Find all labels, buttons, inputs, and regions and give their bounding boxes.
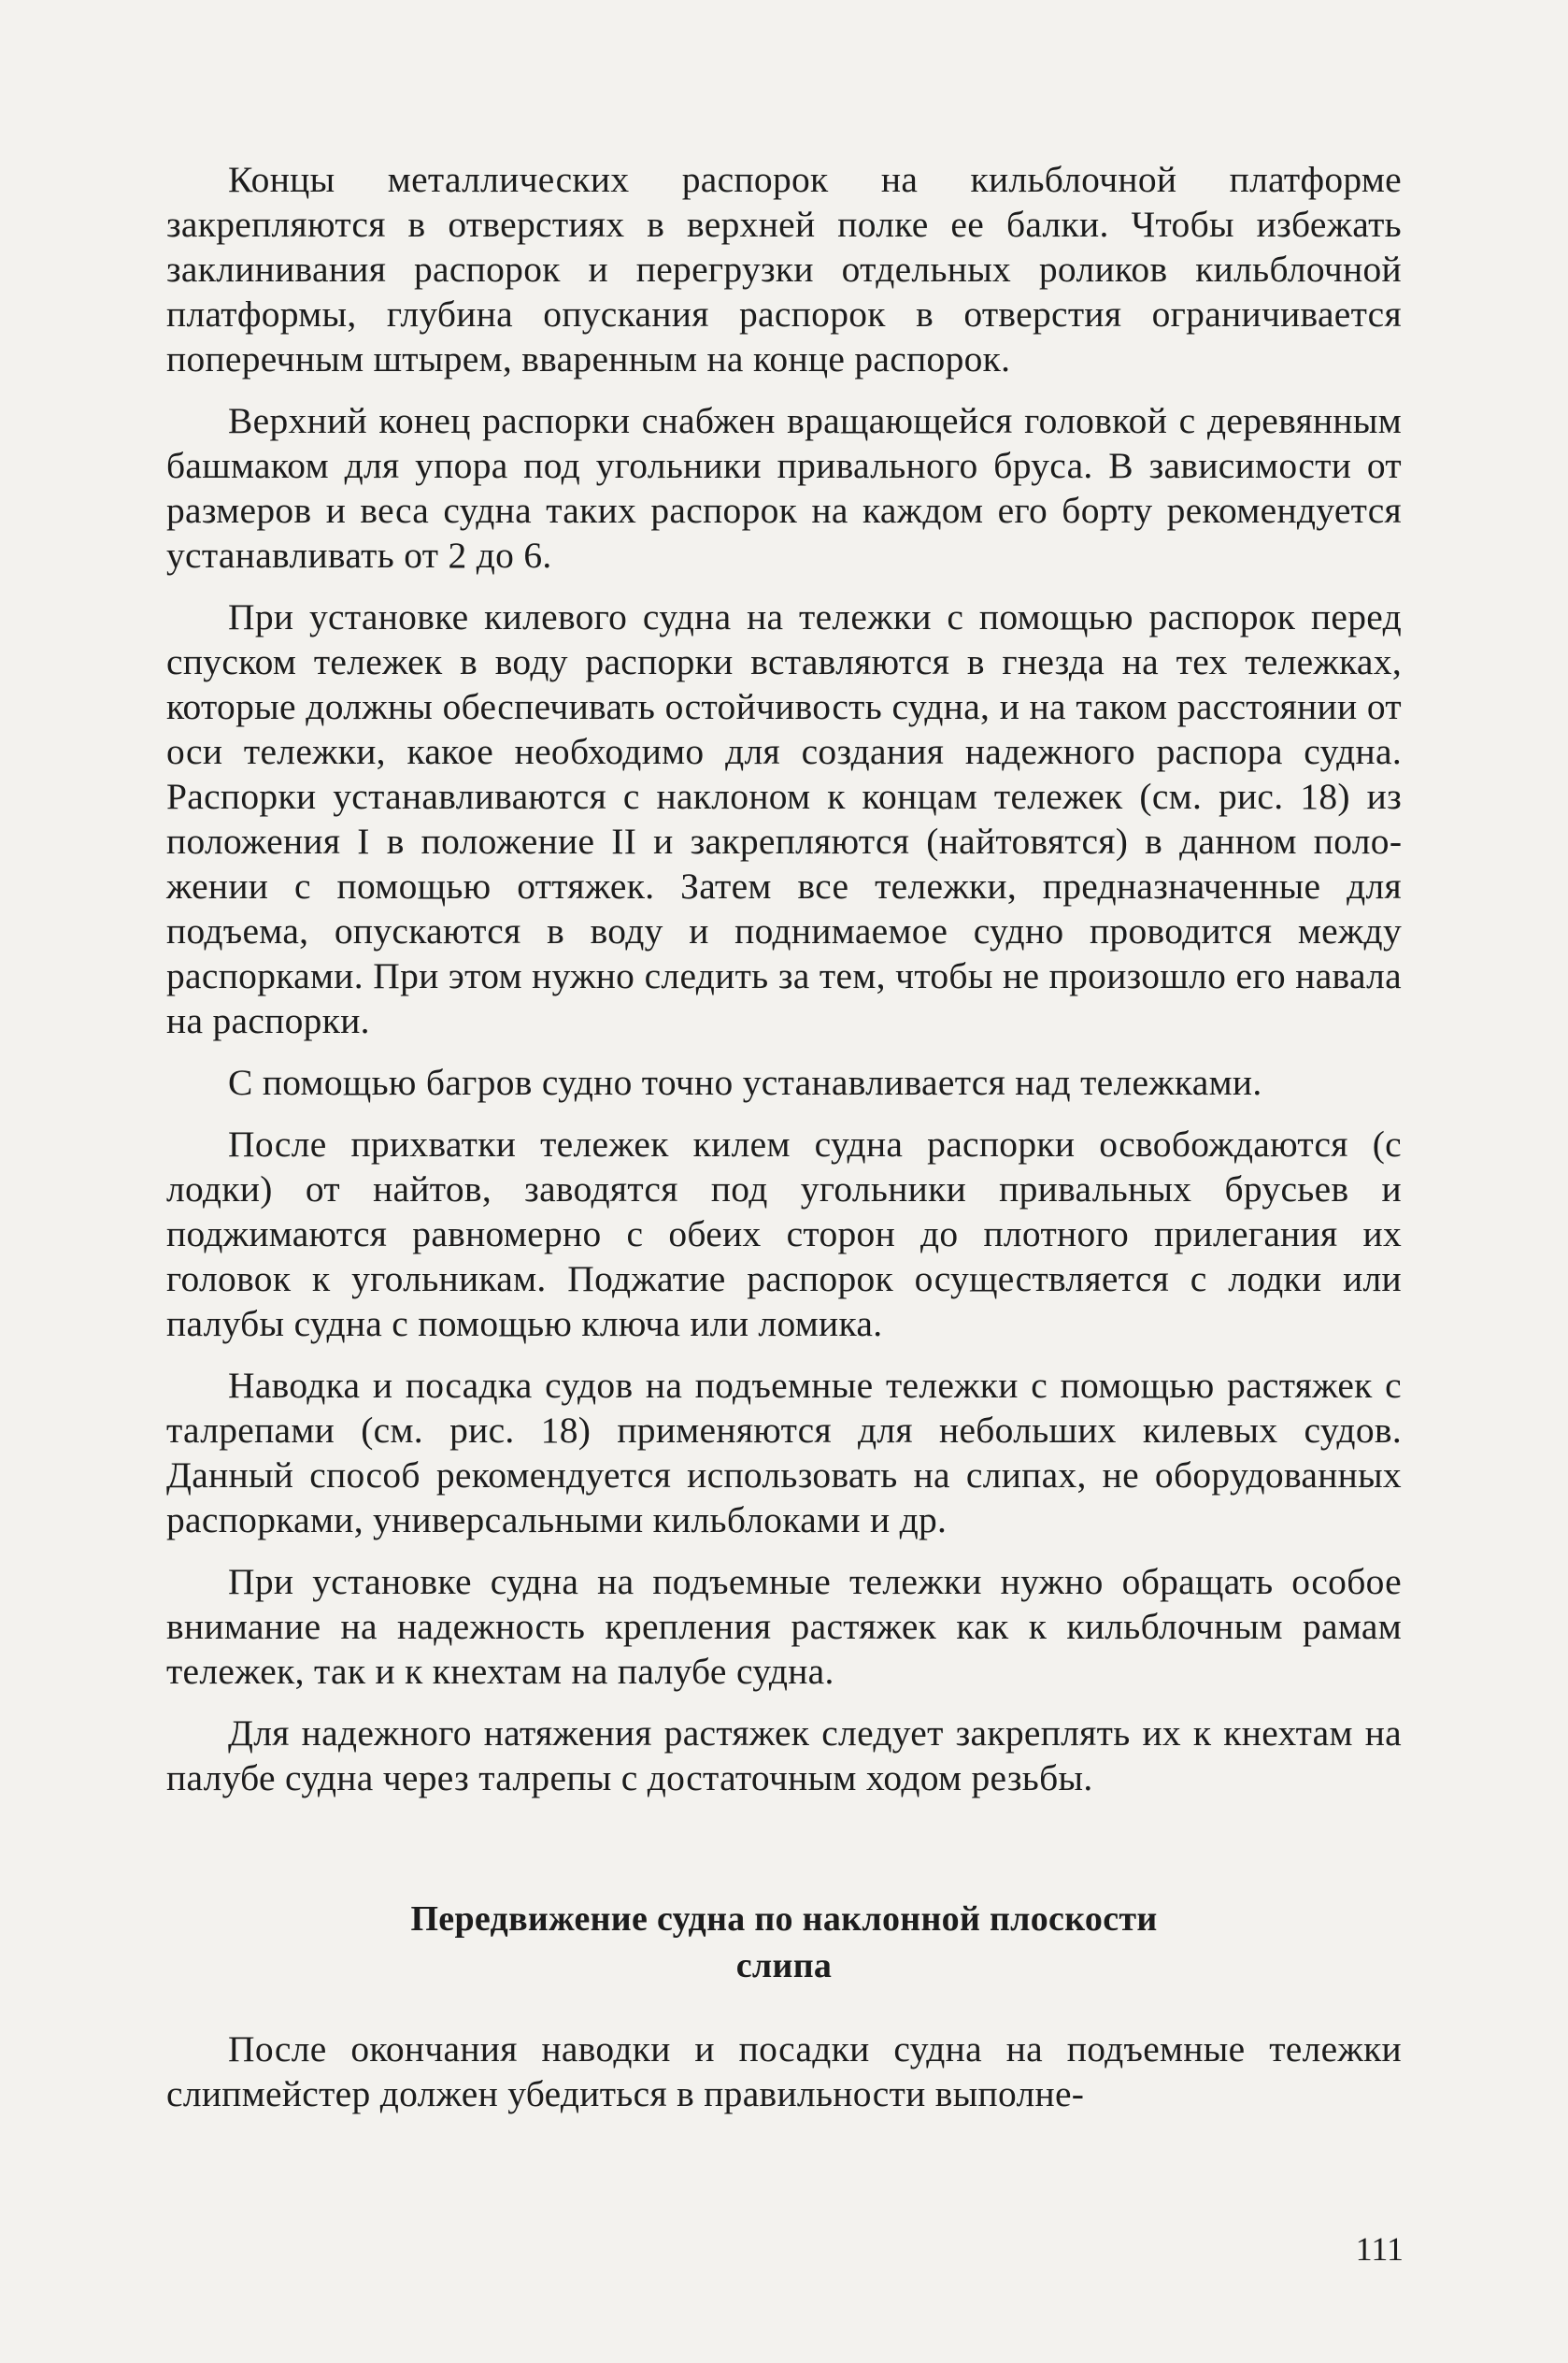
page-body bbox=[166, 157, 1402, 2133]
paragraph-7: При установке судна на подъемные тележки нужно обращать особое внимание на надежность крепления растяжек как к кильблочным рамам тележек, так и к кнехтам на палубе судна. bbox=[166, 1561, 1402, 1692]
paragraph-9: После окончания наводки и посадки судна на подъемные тележки слипмейстер должен убедиться в правильности выполне- bbox=[166, 2028, 1402, 2114]
paragraph-6: Наводка и посадка судов на подъемные тележки с помощью растяжек с талрепами (см. рис. 18) применяются для небольших килевых судов. Данный способ рекомендуется использовать на слипах, не оборудованных распорками, универсальными кильблоками и др. bbox=[166, 1365, 1402, 1540]
section-heading-line-1: Передвижение судна по наклонной плоскости bbox=[410, 1899, 1158, 1939]
paragraph-8: Для надежного натяжения растяжек следует закреплять их к кнехтам на палубе судна через талрепы с достаточным ходом резьбы. bbox=[166, 1712, 1402, 1798]
heading-spacer bbox=[166, 1989, 1402, 2026]
paragraph-2: Верхний конец распорки снабжен вращающейся головкой с деревянным башмаком для упора под угольники привального бруса. В зависимости от размеров и веса судна таких распорок на каждом его борту рекомендуется устанавливать от 2 до 6. bbox=[166, 400, 1402, 576]
section-heading bbox=[166, 1896, 1402, 1989]
page-number: 111 bbox=[1355, 2230, 1404, 2268]
section-heading-line-2: слипа bbox=[735, 1946, 833, 1985]
paragraph-4: С помощью багров судно точно устанавливается над тележками. bbox=[228, 1062, 1262, 1103]
paragraph-1: Концы металлических распорок на кильблочной платформе закрепляются в отверстиях в верхней полке ее балки. Чтобы избежать заклинивания распорок и перегрузки отдельных роликов кильблочной платформы, глубина опускания распорок в отверстия ограничивается поперечным штырем, вваренным на конце распорок. bbox=[166, 159, 1402, 380]
paragraph-3: При установке килевого судна на тележки с помощью распорок перед спуском тележек в воду распорки вставляются в гнезда на тех тележках, которые должны обеспечивать остойчивость судна, и на таком расстоянии от оси тележки, какое необходимо для создания надежного распора судна. Распорки устанавливаются с наклоном к концам тележек (см. рис. 18) из положения I в положение II и закрепляются (найтовятся) в данном положении с помощью оттяжек. Затем все тележки, предназначенные для подъема, опускаются в воду и поднимаемое судно проводится между распорками. При этом нужно следить за тем, чтобы не произошло его навала на распорки. bbox=[166, 596, 1402, 1041]
paragraph-5: После прихватки тележек килем судна распорки освобождаются (с лодки) от найтов, заводятся под угольники привальных брусьев и поджимаются равномерно с обеих сторон до плотного прилегания их головок к угольникам. Поджатие распорок осуществляется с лодки или палубы судна с помощью ключа или ломика. bbox=[166, 1124, 1402, 1344]
